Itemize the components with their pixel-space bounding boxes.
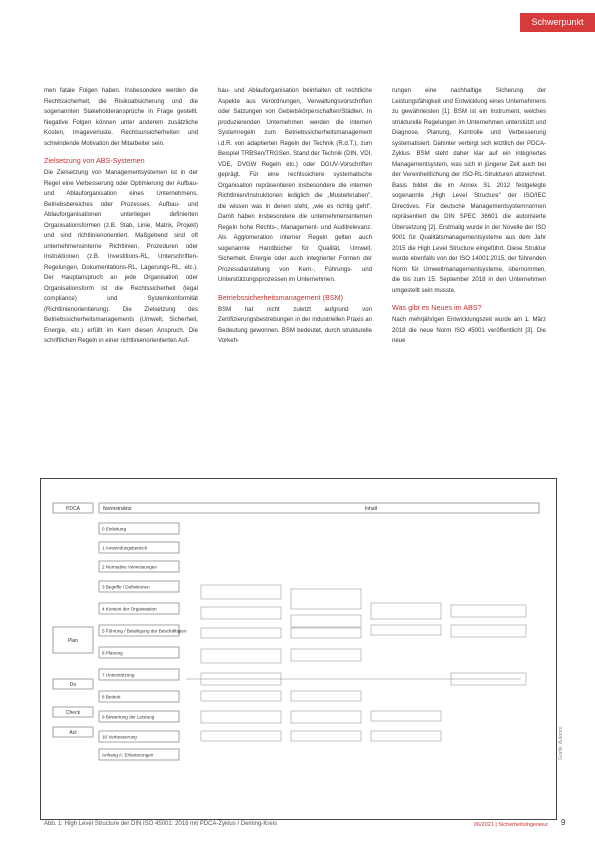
plan-label: Plan bbox=[67, 638, 79, 644]
do-label: Do bbox=[69, 682, 77, 688]
section-heading: Betriebssicherheitsmanagement (BSM) bbox=[218, 292, 344, 302]
check-label: Check bbox=[65, 710, 81, 716]
norm-row-label: 5 Führung / Beteiligung der Beschäftigten bbox=[102, 628, 187, 634]
norm-row-label: 3 Begriffe / Definitionen bbox=[102, 584, 150, 590]
structure-figure bbox=[40, 478, 557, 820]
act-label: Act bbox=[69, 730, 77, 736]
normstruktur-label: Normstruktur bbox=[103, 506, 132, 512]
text-column-1 bbox=[44, 86, 198, 347]
pdca-label: PDCA bbox=[66, 506, 80, 512]
norm-row-label: 9 Bewertung der Leistung bbox=[102, 714, 155, 720]
norm-row-label: 8 Betrieb bbox=[102, 694, 121, 700]
norm-row-label: 4 Kontext der Organisation bbox=[102, 606, 157, 612]
page-number: 9 bbox=[561, 818, 566, 827]
footer-journal: 06/2021 | Sicherheitsingenieur bbox=[474, 822, 549, 828]
norm-row-label: Anhang A: Erläuterungen bbox=[102, 752, 154, 758]
section-heading: Was gibt es Neues im ABS? bbox=[392, 303, 482, 312]
text-column-2 bbox=[218, 86, 372, 347]
norm-row-label: 10 Verbesserung bbox=[102, 734, 137, 740]
norm-row-label: 0 Einleitung bbox=[102, 526, 127, 532]
norm-row-label: 1 Anwendungsbereich bbox=[102, 545, 148, 551]
section-tag: Schwerpunkt bbox=[520, 13, 595, 32]
paragraph: Die Zielsetzung von Managementsystemen ist in der Regel eine Verbesserung oder Optimierung der Aufbau- und Ablauforganisation eines Unternehmens, Betriebsbereiches oder Prozesses. Aufbau- und Ablauforganisationen unterliegen definierten Organisationsformen (z.B. Stab, Linie, Matrix, Projekt) und sind richtlinienorientiert. Maßgebend sind oft unternehmensinterne Richtlinien, Prozeduren oder Instruktionen (z.B. Investitions-RL, Unterschriften-Regelungen, Dokumentations-RL, Lagerungs-RL, etc.). Der Hauptanspruch an jede Organisation oder Organisationsform ist die Rechtssicherheit (legal compliance) und Systemkonformität (Richtlinienorientierung). Die Zielsetzung des Betriebssicherheitsmanagements (Umwelt, Sicherheit, Energie, etc.) erfüllt im Kern diesen Anspruch. Die schriftlichen Regeln in einer richtlinienorientierten Auf- bbox=[44, 169, 198, 344]
paragraph: rungen eine nachhaltige Sicherung der Leistungsfähigkeit und Entwicklung eines Unternehmens zu gewährleisten [1]. BSM ist ein Instrument, welches strukturelle Regelungen im Unternehmen unterstützt und Diagnose, Planung, Kontrolle und Verbesserung systematisiert. Dahinter verbirgt sich letztlich der PDCA-Zyklus. BSM steht daher klar auf ein integriertes Managementsystem, was sich in jüngerer Zeit auch bei der Vereinheitlichung der ISO-RL-Strukturen abzeichnet. Basis bildet die im Annex SL 2012 festgelegte sogenannte „High Level Structure" der ISO/IEC Directives. Für deutsche Managementsystemnormen repräsentiert die DIN SPEC 36601 die autorisierte Übersetzung [2]. Erstmalig wurde in der Novelle der ISO 9001 für Qualitätsmanagementsysteme aus dem Jahr 2015 die High Level Structure eingeführt. Diese Struktur wurde ebenfalls von der ISO 14001:2015, der führenden Norm für Umweltmanagementsysteme, übernommen, die bis zum 15. September 2018 in den Unternehmen umgestellt sein musste. bbox=[392, 87, 546, 294]
inhalt-label: Inhalt bbox=[364, 506, 378, 512]
norm-row-label: 7 Unterstützung bbox=[102, 672, 135, 678]
figure-caption: Abb. 1: High Level Structure der DIN ISO 45001: 2018 mit PDCA-Zyklus / Deming-Kreis bbox=[44, 821, 278, 827]
norm-row-label: 6 Planung bbox=[102, 650, 123, 656]
figure-credit: Grafik: Autoren bbox=[558, 726, 564, 760]
paragraph: Nach mehrjährigen Entwicklungszeit wurde am 1. März 2018 die neue Norm ISO 45001 veröffentlicht [3]. Die neue bbox=[392, 316, 546, 344]
text-column-3 bbox=[392, 86, 546, 347]
paragraph: bau- und Ablauforganisation beinhalten oft rechtliche Aspekte aus Verordnungen, Verwaltungsvorschriften oder Satzungen von Gebietskörperschaften/Städten. In produzierenden Unternehmen werden die internen Systemregeln zum Betriebssicherheitsmanagement i.d.R. von adaptierten Regeln der Technik (R.d.T.), zum Beispiel TRBSen/TRGSen, Stand der Technik (DIN, VDI, VDE, DVGW Regeln etc.) oder DGUV-Vorschriften geprägt. Für eine rechtssichere systematische Organisation repräsentieren insbesondere die internen Richtlinien/Instruktionen lediglich die „Musterknaben", die wissen was in denen steht, „wie es richtig geht". Damit haben insbesondere die unternehmensinternen Regeln hohe Rechts-, Management- und Auditrelevanz. Als Agglomeration interner Regeln gelten auch sogenannte Handbücher für Qualität, Umwelt, Sicherheit, Energie oder auch integrierter Formen der Prozessdarstellung von Kern-, Führungs- und Unterstützungsprozessen im Unternehmen. bbox=[218, 87, 372, 283]
section-heading: Zielsetzung von ABS-Systemen bbox=[44, 156, 145, 165]
paragraph: men fatale Folgen haben. Insbesondere werden die Rechtssicherheit, die Risikoabsicherung und die sogenannten Stakeholderansprüche in Frage gestellt. Negative Folgen können unter anderem zusätzliche Kosten, Imageverluste, Rechtsunsicherheiten und schwindende Motivation der Mitarbeiter sein. bbox=[44, 87, 198, 147]
paragraph: BSM hat nicht zuletzt aufgrund von Zertifizierungsbestrebungen in der industriellen Praxis an Bedeutung gewonnen. BSM bedeutet, durch strukturelle Vorkeh- bbox=[218, 305, 372, 344]
norm-row-label: 2 Normative Verweisungen bbox=[102, 564, 157, 570]
structure-diagram bbox=[41, 479, 556, 819]
